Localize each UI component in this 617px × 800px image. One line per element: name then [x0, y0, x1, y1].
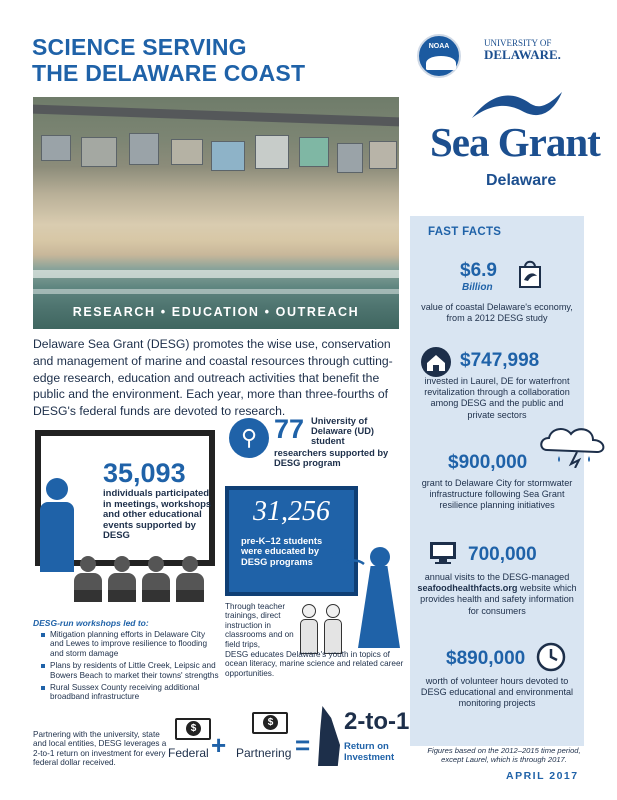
photo-house [299, 137, 329, 167]
ud-students-text-2: researchers supported by DESG program [274, 448, 389, 469]
title-line-2: THE DELAWARE COAST [32, 60, 306, 86]
wave-swirl-icon [326, 542, 366, 572]
audience-person-icon [74, 556, 102, 602]
participants-text: individuals participated in meetings, workshops and other educational events supported by DESG [103, 488, 212, 541]
intro-paragraph: Delaware Sea Grant (DESG) promotes the wise use, conservation and management of marine and coastal resources through cutting-edge research, education and outreach activities that benefit the public and the environment. Each year, more than three-fourths of DESG's federal funds are devoted to research. [33, 337, 393, 419]
photo-surf [33, 270, 399, 278]
house-icon [420, 346, 452, 378]
federal-money-icon: $ [175, 718, 211, 740]
child-icon [324, 604, 342, 654]
title-line-1: SCIENCE SERVING [32, 34, 247, 60]
shopping-bag-dolphin-icon [516, 258, 544, 288]
storm-cloud-icon [537, 424, 611, 468]
coastline-photo [33, 97, 399, 329]
sea-grant-logo: Sea Grant [430, 119, 600, 165]
fact-laurel-text: invested in Laurel, DE for waterfront revitalization through a collaboration among DESG and the public and private sectors [424, 376, 570, 420]
prek12-text: pre-K–12 students were educated by DESG programs [241, 536, 323, 567]
teaching-text-2: DESG educates Delaware's youth in topics of ocean literacy, marine science and related career opportunities. [225, 650, 404, 678]
photo-road [33, 105, 399, 127]
delaware-state-icon [318, 706, 340, 766]
noaa-logo [417, 34, 461, 78]
partnering-money-icon: $ [252, 712, 288, 734]
fact-visits-text-b: website which provides health and safety information for consumers [420, 583, 577, 616]
fact-laurel-value: $747,998 [460, 350, 540, 371]
child-icon [300, 604, 318, 654]
partnering-text: Partnering with the university, state and local entities, DESG leverages a 2-to-1 return on investment for every federal dollar received. [33, 730, 167, 768]
ud-students-text-1: University of Delaware (UD) student [311, 416, 375, 447]
photo-house [337, 143, 363, 173]
page-title [32, 34, 305, 86]
noaa-bird-icon [426, 56, 456, 70]
fact-economy-unit: Billion [462, 282, 493, 293]
ud-logo [484, 38, 574, 61]
fact-grant-text: grant to Delaware City for stormwater infrastructure following Sea Grant resilience planning initiatives [421, 478, 573, 511]
noaa-logo-text: NOAA [428, 43, 450, 50]
workshops-title: DESG-run workshops led to: [33, 618, 149, 628]
workshops-list [40, 630, 220, 705]
audience-person-icon [142, 556, 170, 602]
ud-students-number: 77 [274, 414, 305, 444]
federal-label: Federal [168, 746, 209, 760]
list-item: Mitigation planning efforts in Delaware City and Lewes to improve resilience to flooding and storm damage [40, 630, 220, 658]
audience-person-icon [176, 556, 204, 602]
photo-house [171, 139, 203, 165]
fact-volunteer-value: $890,000 [446, 648, 526, 669]
footnote: Figures based on the 2012–2015 time period, except Laurel, which is through 2017. [427, 746, 581, 764]
list-item: Rural Sussex County receiving additional broadband infrastructure [40, 683, 220, 702]
presenter-body-icon [40, 502, 74, 572]
audience-person-icon [108, 556, 136, 602]
photo-house [129, 133, 159, 165]
partnering-label: Partnering [236, 746, 292, 760]
fact-visits-text-a: annual visits to the DESG-managed [424, 572, 570, 582]
photo-house [255, 135, 289, 169]
fast-facts-title: FAST FACTS [428, 226, 502, 238]
photo-motto: RESEARCH • EDUCATION • OUTREACH [72, 305, 360, 319]
photo-house [369, 141, 397, 169]
presenter-icon [46, 478, 68, 500]
teacher-body-icon [358, 566, 400, 648]
chalkboard [225, 486, 358, 596]
photo-house [81, 137, 117, 167]
ratio-subtitle: Return on Investment [344, 741, 395, 763]
prek12-number: 31,256 [253, 496, 330, 527]
computer-monitor-icon [428, 540, 458, 566]
fact-volunteer-text: worth of volunteer hours devoted to DESG educational and environmental monitoring projects [420, 676, 574, 709]
photo-house [211, 141, 245, 171]
equals-sign: = [295, 730, 311, 760]
fact-visits-text [416, 572, 578, 617]
teaching-text-1: Through teacher trainings, direct instruction in classrooms and on field trips, [225, 602, 294, 649]
ratio-value: 2-to-1 [344, 708, 410, 735]
fact-economy-value: $6.9 [460, 260, 497, 281]
fast-facts-panel [410, 216, 584, 746]
ud-logo-line2: DELAWARE. [484, 47, 561, 62]
participants-number: 35,093 [103, 458, 186, 488]
fact-visits-value: 700,000 [468, 544, 537, 565]
fact-grant-value: $900,000 [448, 452, 528, 473]
publication-date: APRIL 2017 [506, 770, 579, 782]
ud-logo-line1: UNIVERSITY OF [484, 38, 552, 48]
clock-icon [536, 642, 566, 672]
fact-economy-text: value of coastal Delaware's economy, from a 2012 DESG study [421, 302, 573, 324]
fact-visits-site: seafoodhealthfacts.org [417, 583, 518, 594]
list-item: Plans by residents of Little Creek, Leipsic and Bowers Beach to market their towns' strengths [40, 661, 220, 680]
plus-sign: + [211, 730, 227, 760]
photo-surf [33, 289, 399, 294]
photo-house [41, 135, 71, 161]
teacher-icon [370, 547, 390, 567]
sea-grant-logo-sub: Delaware [486, 172, 557, 189]
microscope-icon: ⚲ [229, 418, 269, 458]
